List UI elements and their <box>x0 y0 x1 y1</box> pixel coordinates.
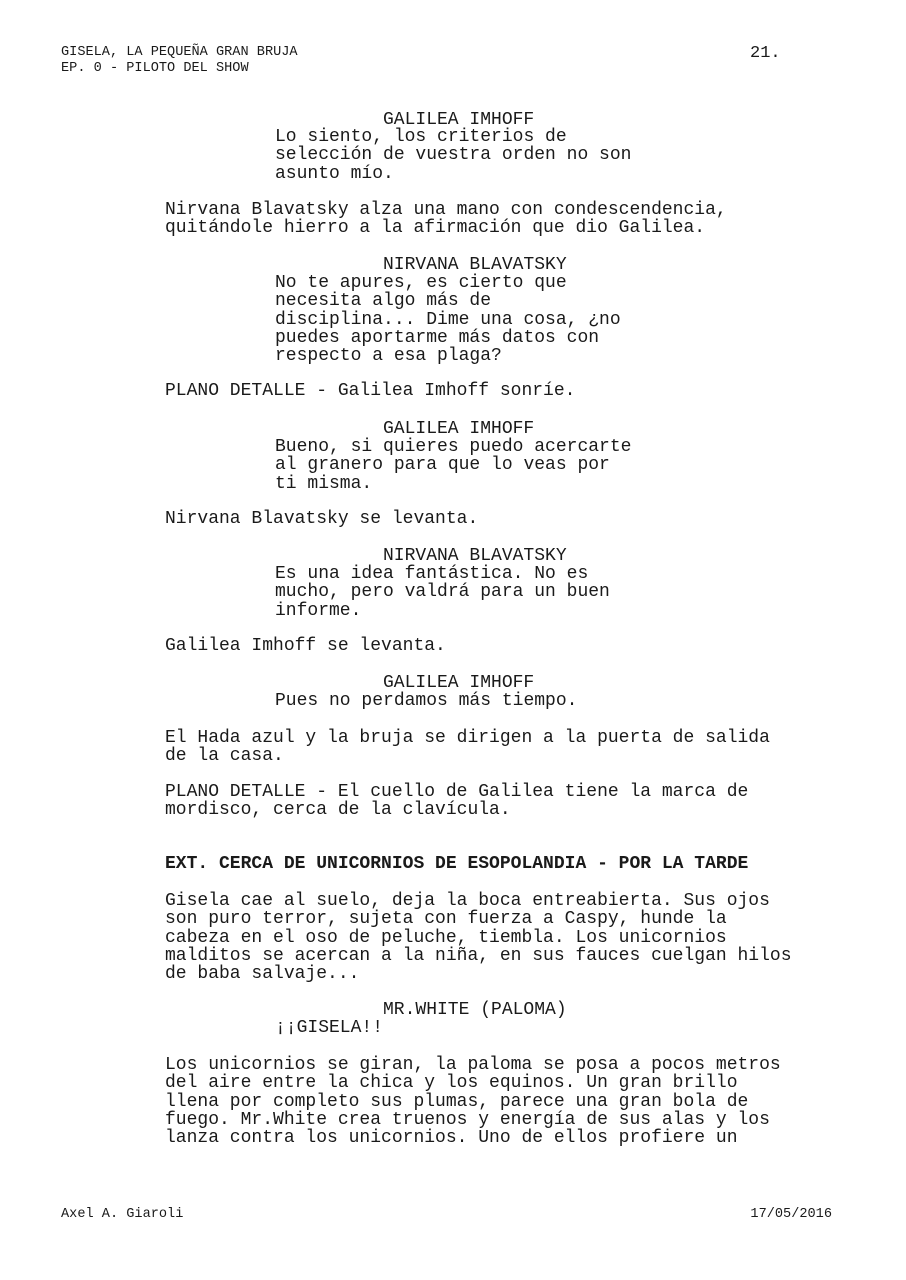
dialogue: Bueno, si quieres puedo acercarte al granero para que lo veas por ti misma. <box>275 437 632 494</box>
dialogue: Lo siento, los criterios de selección de vuestra orden no son asunto mío. <box>275 127 632 184</box>
character-name: GALILEA IMHOFF <box>383 110 535 130</box>
dialogue: Es una idea fantástica. No es mucho, pero valdrá para un buen informe. <box>275 564 610 621</box>
page-number: 21. <box>750 44 781 63</box>
character-name: NIRVANA BLAVATSKY <box>383 546 567 566</box>
header-episode: EP. 0 - PILOTO DEL SHOW <box>61 61 249 76</box>
action: PLANO DETALLE - El cuello de Galilea tiene la marca de mordisco, cerca de la clavícula. <box>165 782 749 821</box>
action: Gisela cae al suelo, deja la boca entreabierta. Sus ojos son puro terror, sujeta con fuerza a Caspy, hunde la cabeza en el oso de peluche, tiembla. Los unicornios malditos se acercan a la niña, en sus fauces cuelgan hilos de baba salvaje... <box>165 891 792 984</box>
action: Los unicornios se giran, la paloma se posa a pocos metros del aire entre la chica y los equinos. Un gran brillo llena por completo sus plumas, parece una gran bola de fuego. Mr.White crea truenos y energía de sus alas y los lanza contra los unicornios. Uno de ellos profiere un <box>165 1055 781 1148</box>
dialogue: Pues no perdamos más tiempo. <box>275 691 578 711</box>
action: Galilea Imhoff se levanta. <box>165 636 446 656</box>
action: Nirvana Blavatsky alza una mano con condescendencia, quitándole hierro a la afirmación que dio Galilea. <box>165 200 727 239</box>
character-name: GALILEA IMHOFF <box>383 419 535 439</box>
character-name: NIRVANA BLAVATSKY <box>383 255 567 275</box>
action: PLANO DETALLE - Galilea Imhoff sonríe. <box>165 381 576 401</box>
footer-author: Axel A. Giaroli <box>61 1207 184 1222</box>
header-title: GISELA, LA PEQUEÑA GRAN BRUJA <box>61 45 298 60</box>
footer-date: 17/05/2016 <box>750 1207 832 1222</box>
character-name: MR.WHITE (PALOMA) <box>383 1000 567 1020</box>
action: Nirvana Blavatsky se levanta. <box>165 509 479 529</box>
action: El Hada azul y la bruja se dirigen a la puerta de salida de la casa. <box>165 728 770 767</box>
character-name: GALILEA IMHOFF <box>383 673 535 693</box>
dialogue: ¡¡GISELA!! <box>275 1018 384 1038</box>
scene-heading: EXT. CERCA DE UNICORNIOS DE ESOPOLANDIA - POR LA TARDE <box>165 854 749 874</box>
dialogue: No te apures, es cierto que necesita algo más de disciplina... Dime una cosa, ¿no puedes aportarme más datos con respecto a esa plaga? <box>275 273 621 366</box>
